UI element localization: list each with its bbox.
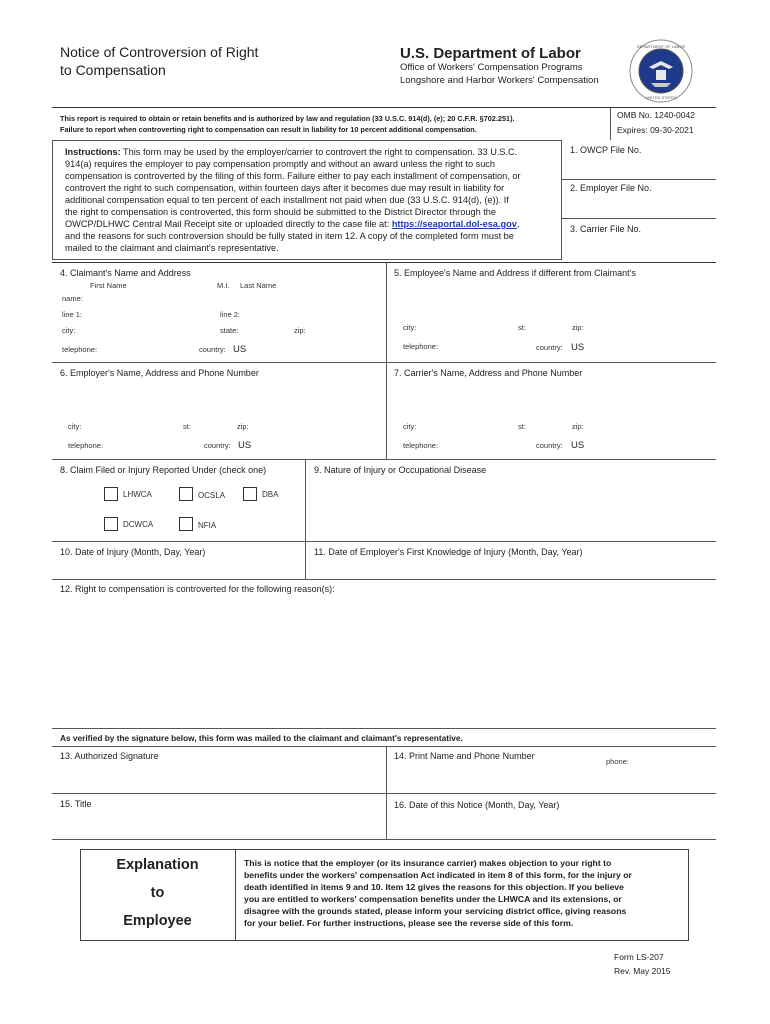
lhwca-checkbox[interactable] (104, 487, 118, 501)
nfia-checkbox[interactable] (179, 517, 193, 531)
nfia-label: NFIA (198, 521, 217, 530)
last-name-caption: Last Name (240, 281, 277, 290)
explanation-heading: Explanation (116, 857, 199, 873)
phone-field[interactable] (630, 754, 710, 766)
dba-label: DBA (262, 490, 279, 499)
employer-knowledge-date-field[interactable] (314, 560, 712, 574)
city-caption: city: (62, 326, 76, 335)
city-caption: city: (403, 323, 417, 332)
seaportal-link[interactable]: https://seaportal.dol-esa.gov (391, 219, 517, 229)
form-title-line1: Notice of Controversion of Right (60, 44, 259, 60)
instructions-text: Instructions: This form may be used by the employer/carrier to controvert the right to compensation. 33 U.S.C. 914(a) requires the employer to pay compensation promptly and without an award unless the right to such compensation is controverted by the filing of this form. Failure either to pay each installment of compensation, or controvert the right to such compensation, within fourteen days after it becomes due may result in liability for additional compensation equal to ten percent of each installment not paid when due (33 U.S.C. 914(d), (e)). If the right to compensation is controverted, this form should be submitted to the District Director through the OWCP/DLHWC Central Mail Receipt site or uploaded directly to the case file at: https://seaportal.dol-esa.gov, and the reasons for such controversion should be fully stated in item 12. A copy of the completed form must be mailed to the claimant and claimant's representative. (65, 147, 521, 253)
employer-file-field[interactable] (565, 195, 715, 217)
title-field[interactable] (60, 812, 378, 836)
city-caption: city: (68, 422, 82, 431)
state-caption: state: (220, 326, 239, 335)
svg-text:DEPARTMENT OF LABOR: DEPARTMENT OF LABOR (636, 44, 686, 49)
title-label: 15. Title (60, 799, 92, 809)
notice-date-label: 16. Date of this Notice (Month, Day, Year) (394, 800, 560, 810)
employee-zip-field[interactable] (588, 320, 708, 332)
carrier-name-address-field[interactable] (394, 382, 712, 412)
country-caption: country: (199, 345, 226, 354)
carrier-zip-field[interactable] (588, 419, 708, 431)
country-caption: country: (204, 441, 231, 450)
claim-filed-label: 8. Claim Filed or Injury Reported Under (check one) (60, 465, 267, 475)
svg-text:UNITED STATES: UNITED STATES (645, 95, 677, 100)
form-title-line2: to Compensation (60, 62, 166, 78)
department-name: U.S. Department of Labor (400, 45, 581, 62)
form-number: Form LS-207 (614, 952, 664, 962)
employer-section-label: 6. Employer's Name, Address and Phone Number (60, 368, 259, 378)
employer-country-field[interactable]: US (238, 440, 252, 451)
employee-city-field[interactable] (420, 320, 510, 332)
dcwca-label: DCWCA (123, 520, 154, 529)
phone-caption: phone: (606, 757, 629, 766)
city-caption: city: (403, 422, 417, 431)
controversion-reasons-field[interactable] (60, 598, 710, 724)
expiration-date: Expires: 09-30-2021 (617, 125, 694, 135)
notice-date-field[interactable] (394, 813, 712, 837)
employer-telephone-field[interactable] (108, 438, 200, 450)
employer-city-field[interactable] (85, 419, 180, 431)
carrier-city-field[interactable] (420, 419, 510, 431)
zip-caption: zip: (572, 323, 584, 332)
explanation-text: This is notice that the employer (or its insurance carrier) makes objection to your right to benefits under the workers' compensation Act indicated in item 8 of this form, for the injury or death identified in items 9 and 10. Item 12 gives the reasons for this objection. If you believe you are entitled to workers' compensation benefits under the LHWCA and its extensions, or disagree with the grounds stated, please inform your servicing district office, giving reasons for your belief. For further instructions, please see the reverse side of this form. (244, 858, 632, 928)
claimant-state-field[interactable] (242, 323, 287, 335)
employee-section-label: 5. Employee's Name and Address if different from Claimant's (394, 268, 636, 278)
dcwca-checkbox[interactable] (104, 517, 118, 531)
nature-of-injury-label: 9. Nature of Injury or Occupational Disease (314, 465, 487, 475)
telephone-caption: telephone: (62, 345, 98, 354)
owcp-file-field[interactable] (565, 156, 715, 178)
claimant-country-field[interactable]: US (233, 344, 247, 355)
claimant-zip-field[interactable] (310, 323, 380, 335)
signature-label: 13. Authorized Signature (60, 751, 159, 761)
omb-number: OMB No. 1240-0042 (617, 110, 695, 120)
claimant-telephone-field[interactable] (102, 342, 197, 354)
employer-name-address-field[interactable] (60, 382, 378, 412)
dol-seal-icon (629, 39, 693, 103)
claimant-address-line1-field[interactable] (90, 307, 210, 319)
print-name-label: 14. Print Name and Phone Number (394, 751, 535, 761)
zip-caption: zip: (294, 326, 306, 335)
employer-knowledge-date-label: 11. Date of Employer's First Knowledge of Injury (Month, Day, Year) (314, 547, 583, 557)
print-name-field[interactable] (394, 764, 594, 790)
signature-field[interactable] (60, 764, 378, 790)
claimant-section-label: 4. Claimant's Name and Address (60, 268, 191, 278)
owcp-file-label: 1. OWCP File No. (570, 145, 642, 155)
carrier-country-field[interactable]: US (571, 440, 585, 451)
form-revision: Rev. May 2015 (614, 966, 671, 976)
office-line1: Office of Workers' Compensation Programs (400, 62, 583, 73)
telephone-caption: telephone: (68, 441, 104, 450)
office-line2: Longshore and Harbor Workers' Compensation (400, 75, 599, 86)
carrier-section-label: 7. Carrier's Name, Address and Phone Number (394, 368, 583, 378)
ocsla-label: OCSLA (198, 491, 226, 500)
claimant-city-field[interactable] (80, 323, 210, 335)
employer-zip-field[interactable] (252, 419, 377, 431)
st-caption: st: (518, 422, 526, 431)
telephone-caption: telephone: (403, 441, 439, 450)
claimant-name-field[interactable] (88, 291, 378, 303)
carrier-state-field[interactable] (530, 419, 568, 431)
name-caption: name: (62, 294, 83, 303)
nature-of-injury-field[interactable] (314, 480, 712, 536)
claimant-address-line2-field[interactable] (245, 307, 375, 319)
lhwca-label: LHWCA (123, 490, 152, 499)
zip-caption: zip: (572, 422, 584, 431)
explanation-heading-to: to (150, 885, 165, 901)
ocsla-checkbox[interactable] (179, 487, 193, 501)
employee-country-field[interactable]: US (571, 342, 585, 353)
date-of-injury-field[interactable] (60, 560, 300, 574)
carrier-file-label: 3. Carrier File No. (570, 224, 642, 234)
explanation-heading-employee: Employee (123, 913, 192, 929)
employer-state-field[interactable] (195, 419, 233, 431)
dba-checkbox[interactable] (243, 487, 257, 501)
date-of-injury-label: 10. Date of Injury (Month, Day, Year) (60, 547, 206, 557)
telephone-caption: telephone: (403, 342, 439, 351)
mi-caption: M.I. (217, 281, 230, 290)
employee-telephone-field[interactable] (443, 339, 533, 351)
line1-caption: line 1: (62, 310, 83, 319)
first-name-caption: First Name (90, 281, 127, 290)
liability-notice: Failure to report when controverting right to compensation can result in liability for 10 percent additional compensation. (60, 125, 477, 134)
employee-name-address-field[interactable] (394, 285, 712, 315)
carrier-telephone-field[interactable] (443, 438, 533, 450)
controversion-reasons-label: 12. Right to compensation is controverted for the following reason(s): (60, 584, 335, 594)
line2-caption: line 2: (220, 310, 241, 319)
employee-state-field[interactable] (530, 320, 568, 332)
verification-statement: As verified by the signature below, this form was mailed to the claimant and claimant's representative. (60, 733, 463, 743)
country-caption: country: (536, 343, 563, 352)
country-caption: country: (536, 441, 563, 450)
carrier-file-field[interactable] (565, 236, 715, 258)
st-caption: st: (518, 323, 526, 332)
zip-caption: zip: (237, 422, 249, 431)
authority-notice: This report is required to obtain or retain benefits and is authorized by law and regulation (33 U.S.C. 914(d), (e); 20 C.F.R. §702.251). (60, 114, 515, 123)
employer-file-label: 2. Employer File No. (570, 183, 652, 193)
st-caption: st: (183, 422, 191, 431)
